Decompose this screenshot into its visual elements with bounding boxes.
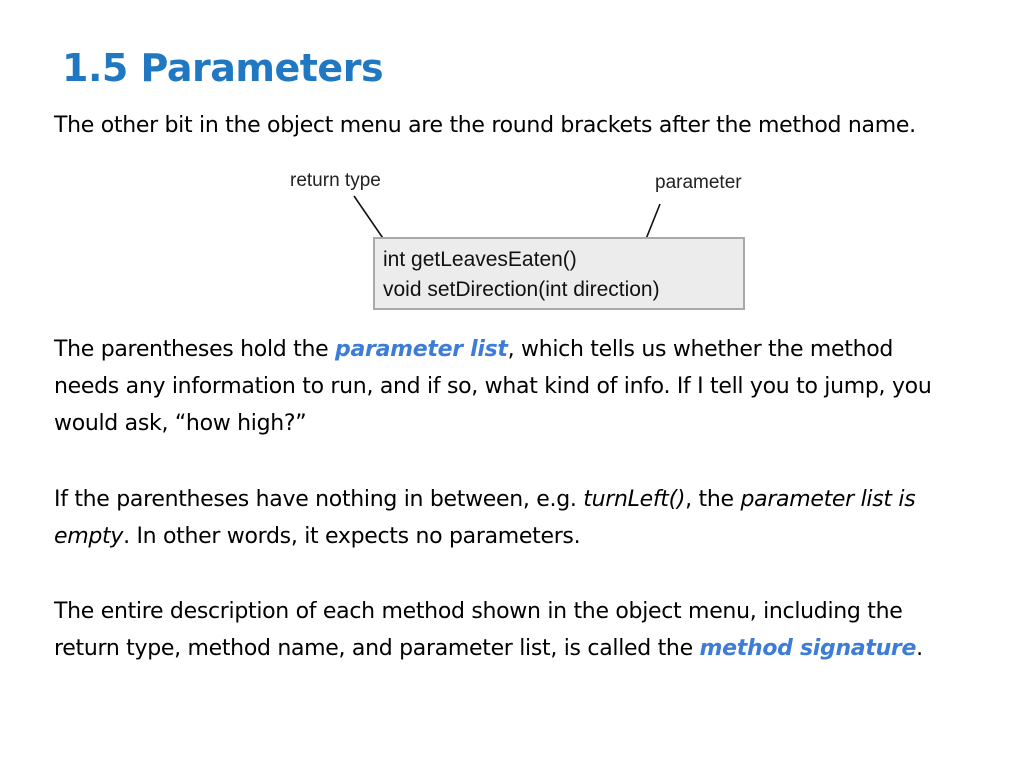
method-line: void setDirection(int direction) (383, 278, 660, 301)
return-type-label: return type (290, 170, 381, 191)
para-text: The entire description of each method shown in the object menu, including the return type, method name, and parameter list, is called the (54, 599, 903, 661)
parameter-label: parameter (655, 172, 742, 193)
para-text: , the (685, 487, 741, 512)
turnleft-example: turnLeft() (583, 487, 686, 512)
parameter-list-paragraph (54, 331, 954, 442)
para-text: The parentheses hold the (54, 337, 336, 362)
para-text: If the parentheses have nothing in between, e.g. (54, 487, 584, 512)
empty-parameter-paragraph (54, 481, 954, 555)
method-signature-paragraph (54, 593, 954, 667)
para-text: . In other words, it expects no parameters. (123, 524, 581, 549)
method-signature-term: method signature (699, 636, 917, 661)
para-text: . (916, 636, 923, 661)
empty-list-emphasis: parameter list is empty (54, 487, 916, 549)
intro-paragraph: The other bit in the object menu are the round brackets after the method name. (54, 113, 916, 138)
method-signature-diagram (280, 166, 800, 316)
para-text: , which tells us whether the method needs any information to run, and if so, what kind of info. If I tell you to jump, you would ask, “how high?” (54, 337, 932, 436)
method-list-box (373, 237, 745, 310)
method-line: int getLeavesEaten() (383, 248, 577, 271)
parameter-list-term: parameter list (335, 337, 508, 362)
slide-title: 1.5 Parameters (62, 46, 384, 90)
